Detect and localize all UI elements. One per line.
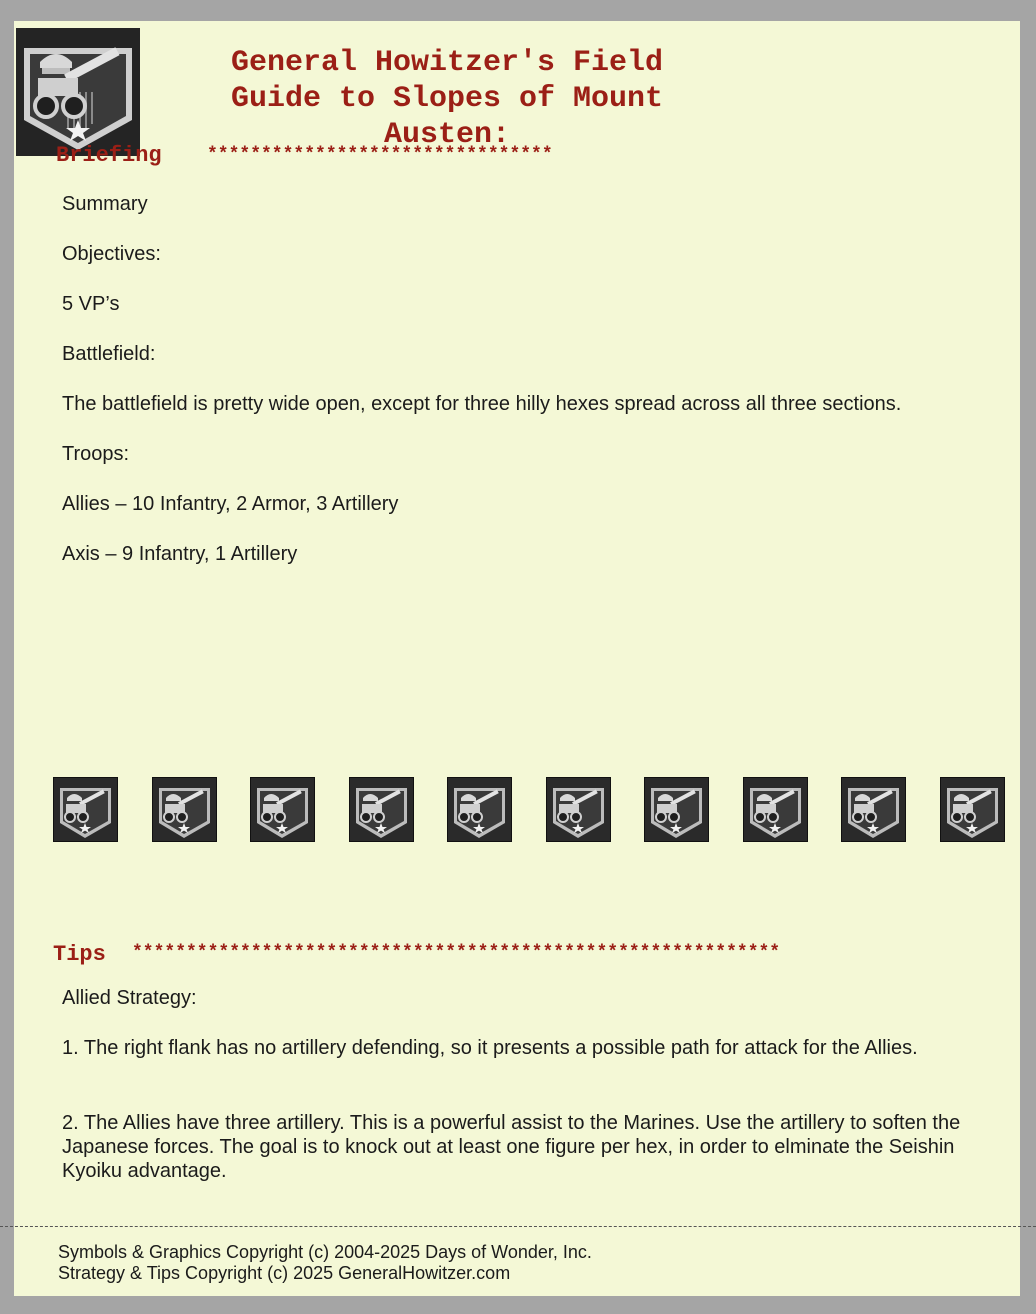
tips-allied-strategy-label: Allied Strategy: [62,987,197,1009]
howitzer-cannon-icon [250,777,315,842]
howitzer-cannon-icon [152,777,217,842]
briefing-stars: ******************************** [207,145,553,165]
guide-page [14,21,1020,1296]
briefing-troops-allies: Allies – 10 Infantry, 2 Armor, 3 Artillery [62,493,399,515]
howitzer-cannon-icon [447,777,512,842]
tips-item-1: 1. The right flank has no artillery defending, so it presents a possible path for attack for the Allies. [62,1037,918,1059]
tips-item-2: 2. The Allies have three artillery. This is a powerful assist to the Marines. Use the artillery to soften the Japanese forces. The goal is to knock out at least one figure per hex, in order to elminate the Seishin Kyoiku advantage. [62,1112,961,1182]
briefing-troops-label: Troops: [62,443,130,465]
title-line-3: Austen: [383,118,511,152]
howitzer-cannon-icon [644,777,709,842]
howitzer-cannon-icon [940,777,1005,842]
title-line-2: Guide to Slopes of Mount [230,82,664,116]
title-line-1: General Howitzer's Field [230,46,664,80]
tips-stars: ************************************************************ [132,943,781,963]
howitzer-cannon-logo-icon [16,28,140,156]
divider-icon-row [53,777,1005,841]
howitzer-cannon-icon [841,777,906,842]
page-title [214,45,680,153]
howitzer-cannon-icon [743,777,808,842]
briefing-heading: Briefing [56,143,162,168]
briefing-objectives-label: Objectives: [62,243,161,265]
howitzer-logo [16,28,140,156]
briefing-troops-axis: Axis – 9 Infantry, 1 Artillery [62,543,298,565]
footer-copyright-strategy: Strategy & Tips Copyright (c) 2025 GeneralHowitzer.com [58,1263,511,1283]
tips-heading: Tips [53,942,106,967]
howitzer-cannon-icon [349,777,414,842]
briefing-summary: Summary [62,193,148,215]
howitzer-cannon-icon [53,777,118,842]
briefing-objectives-value: 5 VP’s [62,293,120,315]
footer-divider [0,1226,1036,1227]
howitzer-cannon-icon [546,777,611,842]
briefing-battlefield-text: The battlefield is pretty wide open, except for three hilly hexes spread across all three sections. [62,393,902,415]
footer-copyright-graphics: Symbols & Graphics Copyright (c) 2004-2025 Days of Wonder, Inc. [58,1242,592,1262]
briefing-battlefield-label: Battlefield: [62,343,156,365]
